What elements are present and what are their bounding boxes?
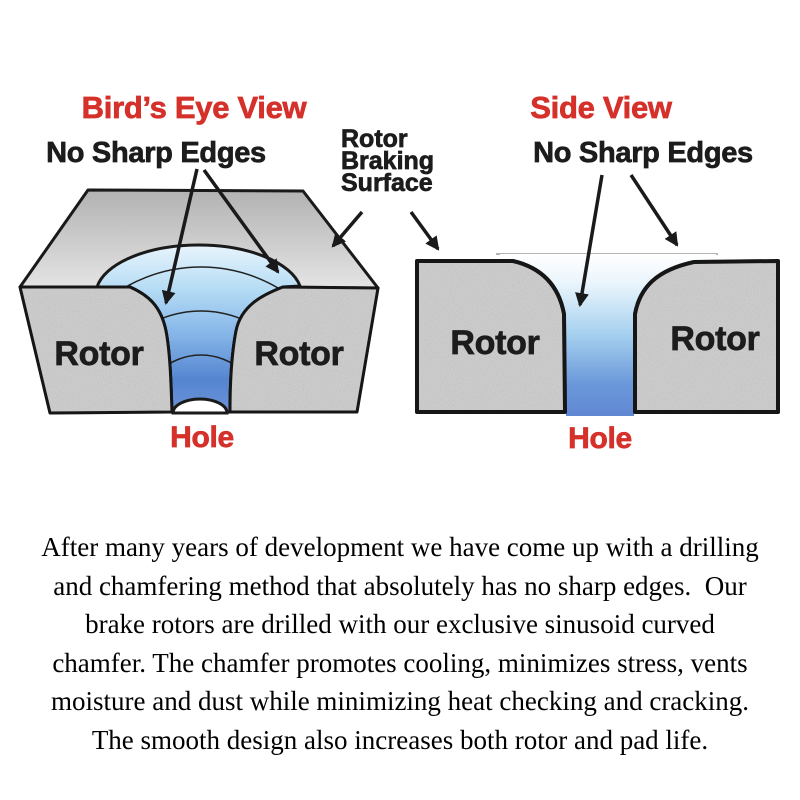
bev-no-sharp-edges-label: No Sharp Edges (46, 137, 266, 169)
paragraph-line: brake rotors are drilled with our exclusive sinusoid curved (85, 609, 715, 639)
bev-rotor-label-right: Rotor (254, 335, 344, 373)
bev-hole-label: Hole (170, 421, 234, 454)
paragraph-line: and chamfering method that absolutely has no sharp edges. Our (53, 570, 747, 601)
bird-eye-view-title: Bird’s Eye View (81, 90, 307, 125)
sv-hole-label: Hole (568, 422, 632, 455)
paragraph-line: chamfer. The chamfer promotes cooling, minimizes stress, vents (52, 647, 748, 678)
sv-hole-channel-bottom (566, 411, 634, 416)
paragraph-line: moisture and dust while minimizing heat checking and cracking. (50, 686, 750, 716)
rotor-braking-surface-label (341, 125, 435, 197)
sv-no-sharp-edges-label: No Sharp Edges (533, 137, 753, 169)
description-paragraph (0, 528, 800, 759)
paragraph-line: The smooth design also increases both rotor and pad life. (91, 724, 709, 755)
sv-rotor-label-right: Rotor (670, 320, 760, 358)
sv-rotor-label-left: Rotor (450, 324, 540, 362)
side-view-title: Side View (530, 90, 672, 125)
arrow-braking-surface-right (411, 212, 438, 249)
rotor-braking-surface-line1: Rotor (341, 125, 408, 153)
paragraph-line: After many years of development we have come up with a drilling (41, 532, 759, 562)
rotor-braking-surface-line2: Braking (341, 147, 435, 175)
bev-rotor-label-left: Rotor (54, 335, 144, 373)
arrow-braking-surface-left (333, 212, 362, 246)
arrow-sv-no-sharp-edge-right (631, 175, 677, 245)
rotor-braking-surface-line3: Surface (341, 169, 433, 197)
